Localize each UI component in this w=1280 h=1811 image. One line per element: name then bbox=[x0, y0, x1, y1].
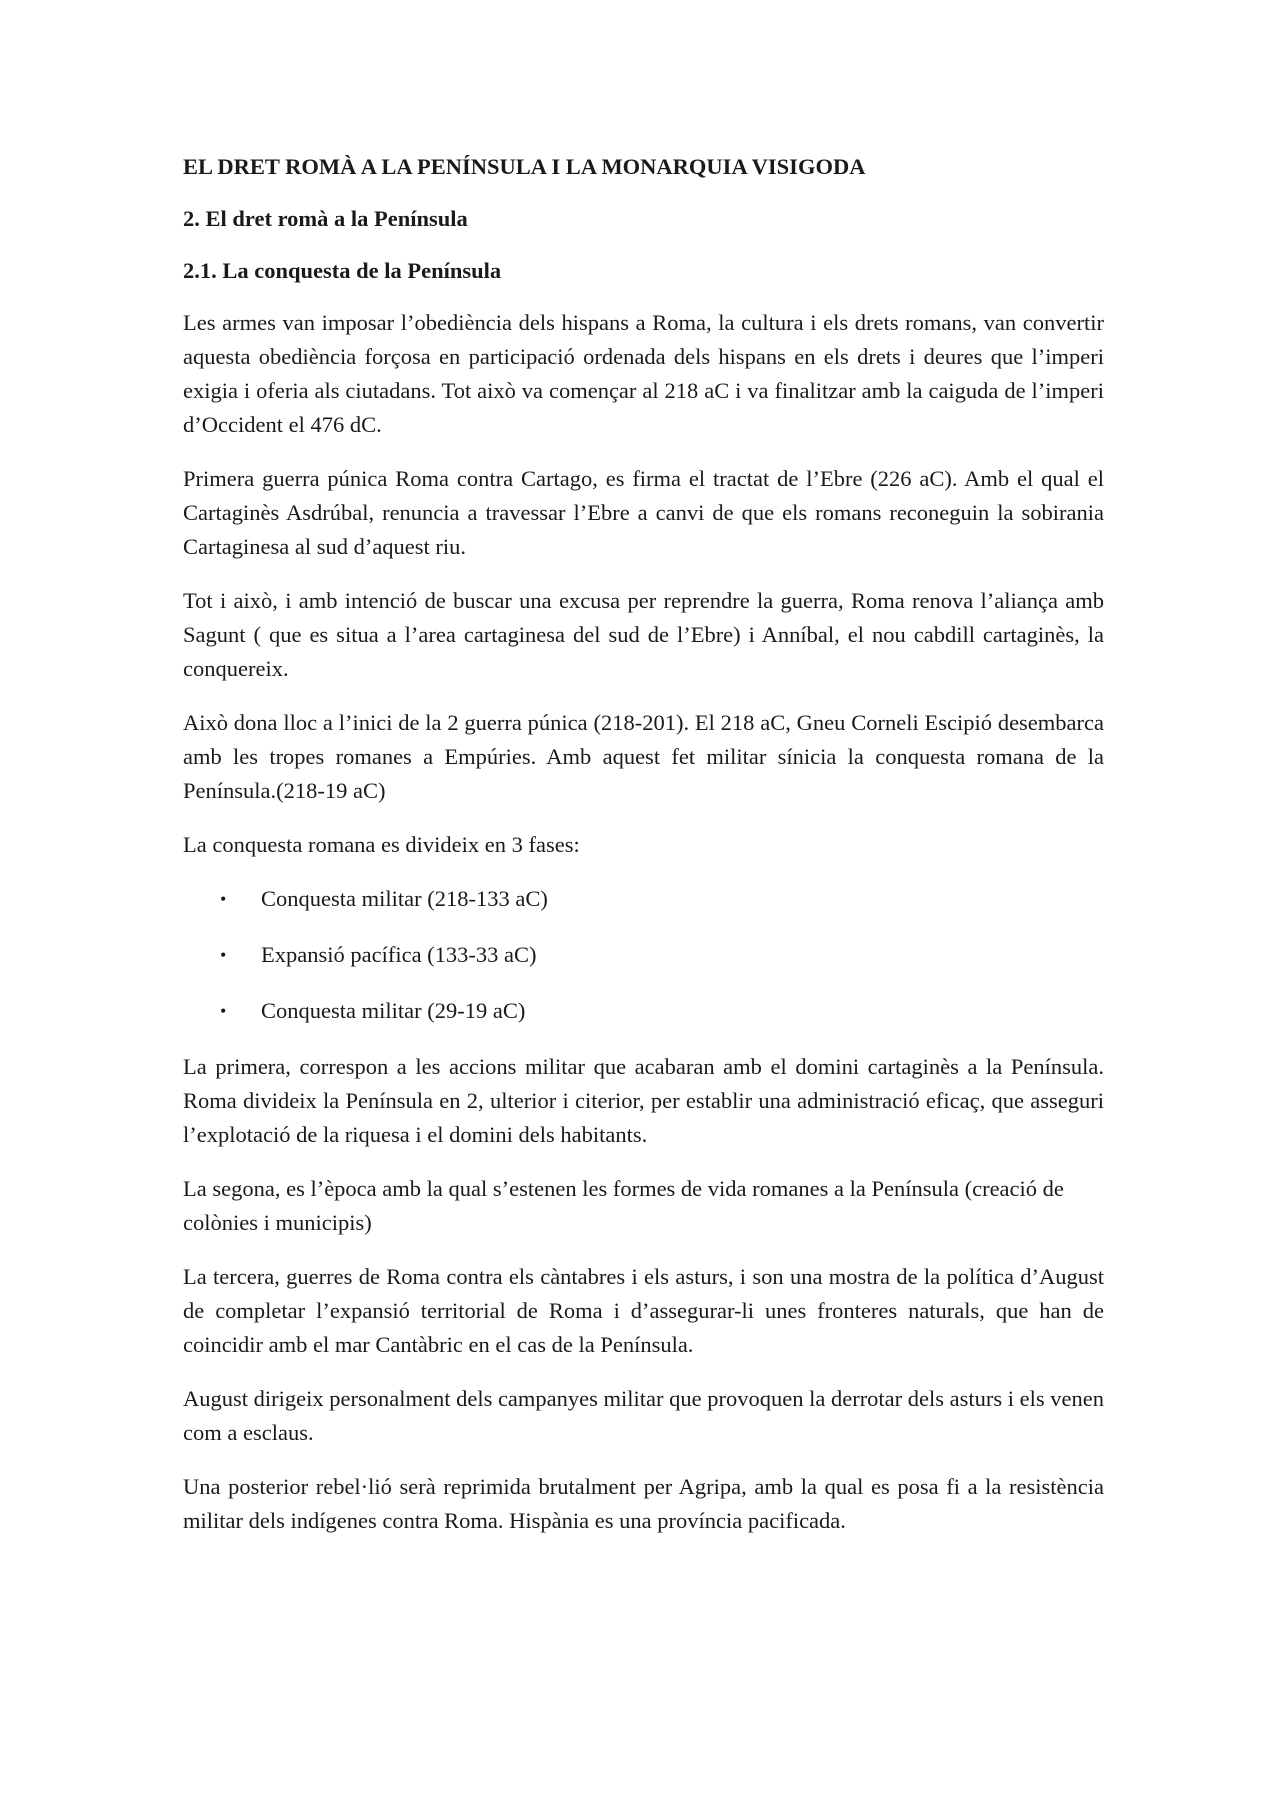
bullet-icon: • bbox=[220, 889, 227, 909]
document-title: EL DRET ROMÀ A LA PENÍNSULA I LA MONARQUIA VISIGODA bbox=[183, 154, 866, 179]
list-item-text: Expansió pacífica (133-33 aC) bbox=[261, 942, 537, 967]
list-item bbox=[183, 882, 1104, 916]
bullet-icon: • bbox=[220, 1001, 227, 1021]
list-item bbox=[183, 938, 1104, 972]
paragraph: Primera guerra púnica Roma contra Cartago, es firma el tractat de l’Ebre (226 aC). Amb el qual el Cartaginès Asdrúbal, renuncia a travessar l’Ebre a canvi de que els romans reconeguin la sobirania Cartaginesa al sud d’aquest riu. bbox=[183, 466, 1104, 559]
paragraph: August dirigeix personalment dels campanyes militar que provoquen la derrotar dels asturs i els venen com a esclaus. bbox=[183, 1386, 1104, 1445]
paragraph: La segona, es l’època amb la qual s’estenen les formes de vida romanes a la Península (creació de colònies i municipis) bbox=[183, 1176, 1064, 1235]
paragraph: La primera, correspon a les accions militar que acabaran amb el domini cartaginès a la Península. Roma divideix la Península en 2, ulterior i citerior, per establir una administració eficaç, que asseguri l’explotació de la riquesa i el domini dels habitants. bbox=[183, 1054, 1104, 1147]
list-item-text: Conquesta militar (218-133 aC) bbox=[261, 886, 548, 911]
list-item-text: Conquesta militar (29-19 aC) bbox=[261, 998, 526, 1023]
list-intro-paragraph: La conquesta romana es divideix en 3 fases: bbox=[183, 832, 580, 857]
paragraph: Tot i això, i amb intenció de buscar una excusa per reprendre la guerra, Roma renova l’aliança amb Sagunt ( que es situa a l’area cartaginesa del sud de l’Ebre) i Anníbal, el nou cabdill cartaginès, la conquereix. bbox=[183, 588, 1104, 681]
subsection-heading: 2.1. La conquesta de la Península bbox=[183, 258, 502, 283]
bullet-icon: • bbox=[220, 945, 227, 965]
paragraph: La tercera, guerres de Roma contra els càntabres i els asturs, i son una mostra de la política d’August de completar l’expansió territorial de Roma i d’assegurar-li unes fronteres naturals, que han de coincidir amb el mar Cantàbric en el cas de la Península. bbox=[183, 1264, 1104, 1357]
paragraph: Una posterior rebel·lió serà reprimida brutalment per Agripa, amb la qual es posa fi a la resistència militar dels indígenes contra Roma. Hispània es una província pacificada. bbox=[183, 1474, 1104, 1533]
section-heading: 2. El dret romà a la Península bbox=[183, 206, 468, 231]
paragraph: Això dona lloc a l’inici de la 2 guerra púnica (218-201). El 218 aC, Gneu Corneli Escipió desembarca amb les tropes romanes a Empúries. Amb aquest fet militar sínicia la conquesta romana de la Península.(218-19 aC) bbox=[183, 710, 1104, 803]
list-item bbox=[183, 994, 1104, 1028]
document-page bbox=[183, 150, 1104, 1558]
paragraph: Les armes van imposar l’obediència dels hispans a Roma, la cultura i els drets romans, van convertir aquesta obediència forçosa en participació ordenada dels hispans en els drets i deures que l’imperi exigia i oferia als ciutadans. Tot això va començar al 218 aC i va finalitzar amb la caiguda de l’imperi d’Occident el 476 dC. bbox=[183, 310, 1104, 437]
phases-list bbox=[183, 882, 1104, 1028]
